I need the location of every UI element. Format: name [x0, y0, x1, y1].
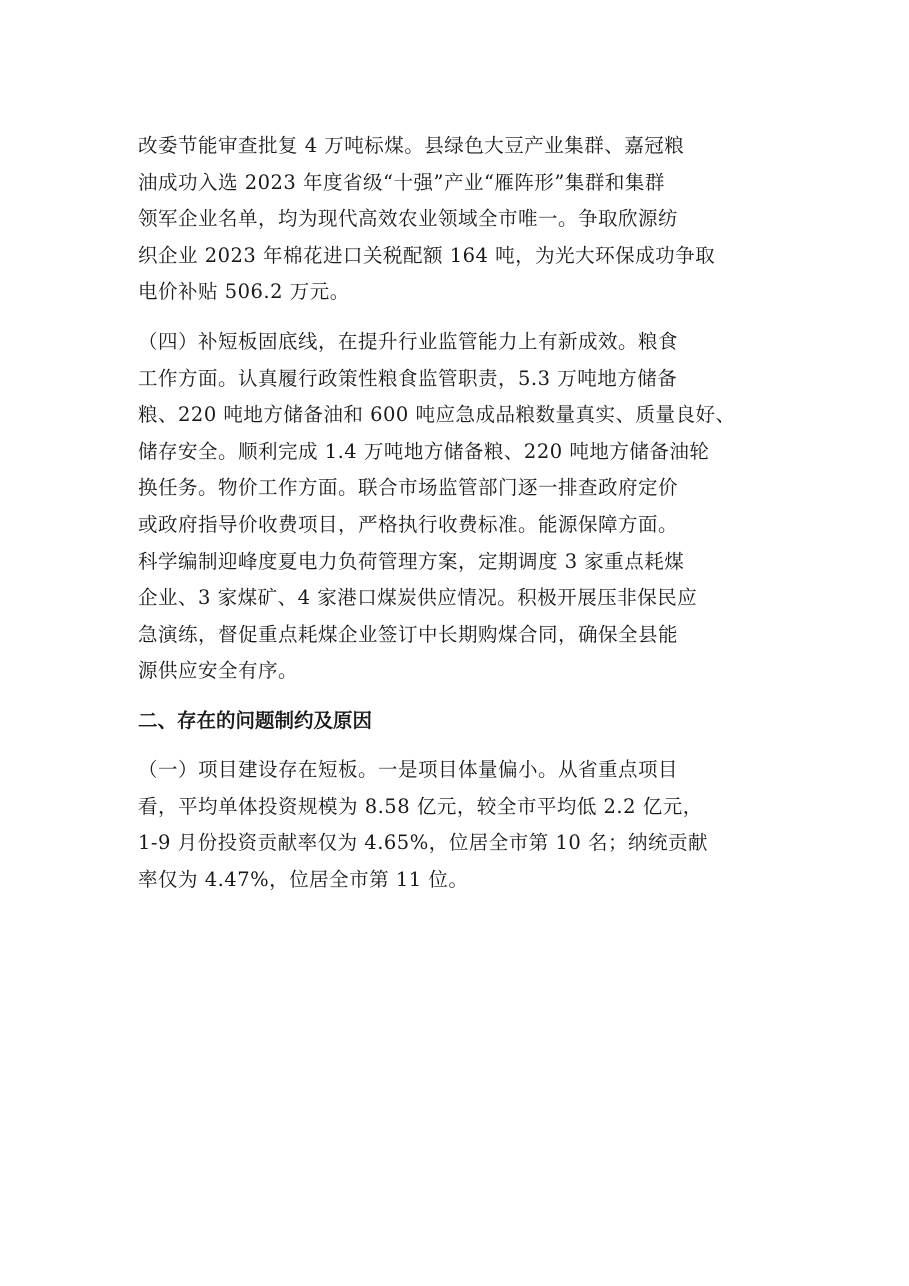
paragraph-projects-energy	[138, 128, 778, 311]
text-line: 源供应安全有序。	[138, 659, 299, 683]
section-heading: 二、存在的问题制约及原因	[138, 708, 373, 732]
text-line: 工作方面。认真履行政策性粮食监管职责，5.3 万吨地方储备	[138, 366, 678, 390]
text-line: 企业、3 家煤矿、4 家港口煤炭供应情况。积极开展压非保民应	[138, 586, 698, 610]
document-page	[138, 128, 778, 898]
paragraph-gap	[138, 739, 778, 752]
text-line: 科学编制迎峰度夏电力负荷管理方案，定期调度 3 家重点耗煤	[138, 549, 685, 573]
text-line: 急演练，督促重点耗煤企业签订中长期购煤合同，确保全县能	[138, 622, 679, 646]
text-line: （四）补短板固底线，在提升行业监管能力上有新成效。粮食	[138, 329, 679, 353]
text-line: 油成功入选 2023 年度省级“十强”产业“雁阵形”集群和集群	[138, 170, 665, 194]
text-line: 或政府指导价收费项目，严格执行收费标准。能源保障方面。	[138, 512, 679, 536]
text-line: 储存安全。顺利完成 1.4 万吨地方储备粮、220 吨地方储备油轮	[138, 439, 710, 463]
text-line: 织企业 2023 年棉花进口关税配额 164 吨，为光大环保成功争取	[138, 243, 716, 267]
paragraph-supervision	[138, 324, 778, 690]
paragraph-gap	[138, 690, 778, 703]
text-line: 领军企业名单，均为现代高效农业领域全市唯一。争取欣源纺	[138, 207, 679, 231]
paragraph-gap	[138, 311, 778, 324]
text-line: 改委节能审查批复 4 万吨标煤。县绿色大豆产业集群、嘉冠粮	[138, 134, 685, 157]
text-line: （一）项目建设存在短板。一是项目体量偏小。从省重点项目	[138, 757, 679, 781]
text-line: 粮、220 吨地方储备油和 600 吨应急成品粮数量真实、质量良好、	[138, 403, 736, 427]
text-line: 电价补贴 506.2 万元。	[138, 280, 350, 304]
paragraph-project-shortcomings	[138, 752, 778, 898]
text-line: 看，平均单体投资规模为 8.58 亿元，较全市平均低 2.2 亿元，	[138, 794, 703, 818]
text-line: 换任务。物价工作方面。联合市场监管部门逐一排查政府定价	[138, 476, 679, 500]
text-line: 率仅为 4.47%，位居全市第 11 位。	[138, 867, 469, 891]
text-line: 1-9 月份投资贡献率仅为 4.65%，位居全市第 10 名；纳统贡献	[138, 831, 708, 855]
